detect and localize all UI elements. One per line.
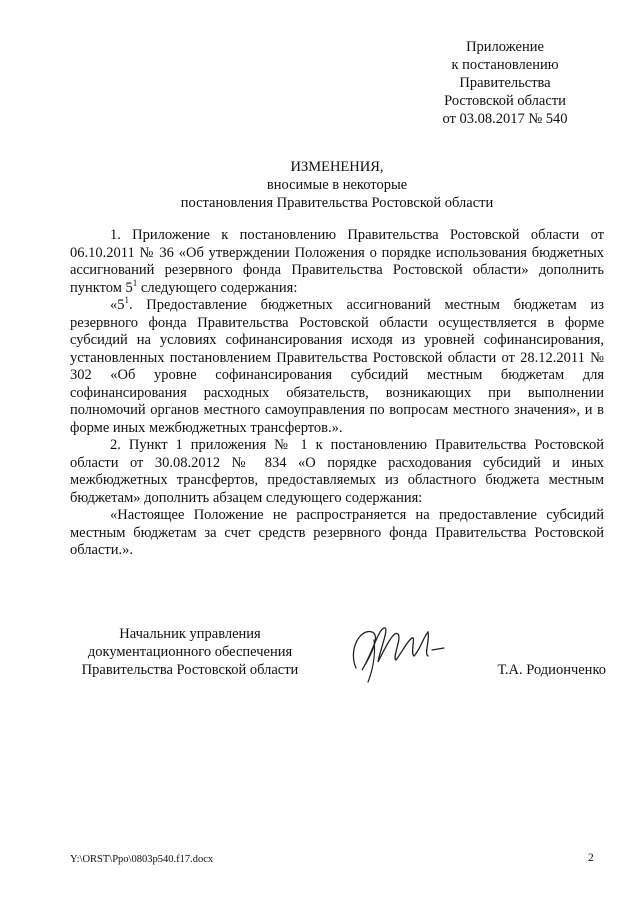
signatory-name: Т.А. Родионченко xyxy=(497,662,606,678)
title-subtitle-1: вносимые в некоторые xyxy=(266,177,408,193)
appendix-line: от 03.08.2017 № 540 xyxy=(442,111,568,127)
position-line: Начальник управления xyxy=(119,626,261,642)
paragraph-2-text: . Предоставление бюджетных ассигнований местным бюджетам из резервного фонда Правительства Ростовской области осуществляется в форме субсидий на условиях софинансирования исходя из уровней софинансирования, установленных постановлением Правительства Ростовской области от 28.12.2011 № 302 «Об уровне софинансирования субсидий местным бюджетам для софинансирования расходных обязательств, возникающих при выполнении полномочий органов местного самоуправления по вопросам местного значения», и в форме иных межбюджетных трансфертов.». xyxy=(70,297,604,436)
appendix-line: Правительства xyxy=(459,75,551,91)
paragraph-1-text: 1. Приложение к постановлению Правительства Ростовской области от 06.10.2011 № 36 «Об утверждении Положения о порядке использования бюджетных ассигнований резервного фонда Правительства Ростовской области» дополнить пунктом 5 xyxy=(70,227,604,296)
appendix-header xyxy=(405,38,605,128)
page-number: 2 xyxy=(588,852,594,864)
appendix-line: Приложение xyxy=(466,39,544,55)
position-line: Правительства Ростовской области xyxy=(81,662,299,678)
paragraph-1-tail: следующего содержания: xyxy=(137,279,298,296)
title-subtitle-2: постановления Правительства Ростовской области xyxy=(180,195,494,211)
paragraph-3: 2. Пункт 1 приложения № 1 к постановлению Правительства Ростовской области от 30.08.2012 № 834 «О порядке расходования субсидий и иных межбюджетных трансфертов, предоставляемых из областного бюджета местным бюджетам» дополнить абзацем следующего содержания: xyxy=(70,437,604,506)
title-heading: ИЗМЕНЕНИЯ, xyxy=(290,159,384,175)
document-title xyxy=(70,158,604,212)
appendix-line: к постановлению xyxy=(451,57,559,73)
footer-file-path: Y:\ORST\Ppo\0803p540.f17.docx xyxy=(70,854,214,865)
appendix-line: Ростовской области xyxy=(444,93,566,109)
document-body xyxy=(70,227,604,560)
paragraph-2-sup: 1 xyxy=(124,295,129,306)
paragraph-1-sup: 1 xyxy=(132,277,138,288)
paragraph-4: «Настоящее Положение не распространяется на предоставление субсидий местным бюджетам за счет средств резервного фонда Правительства Ростовской области.». xyxy=(70,507,604,558)
paragraph-2 xyxy=(70,297,604,437)
signatory-position xyxy=(70,625,310,679)
position-line: документационного обеспечения xyxy=(87,644,293,660)
paragraph-1 xyxy=(70,227,604,297)
paragraph-2-head: «5 xyxy=(110,297,125,313)
handwritten-signature xyxy=(338,610,450,688)
